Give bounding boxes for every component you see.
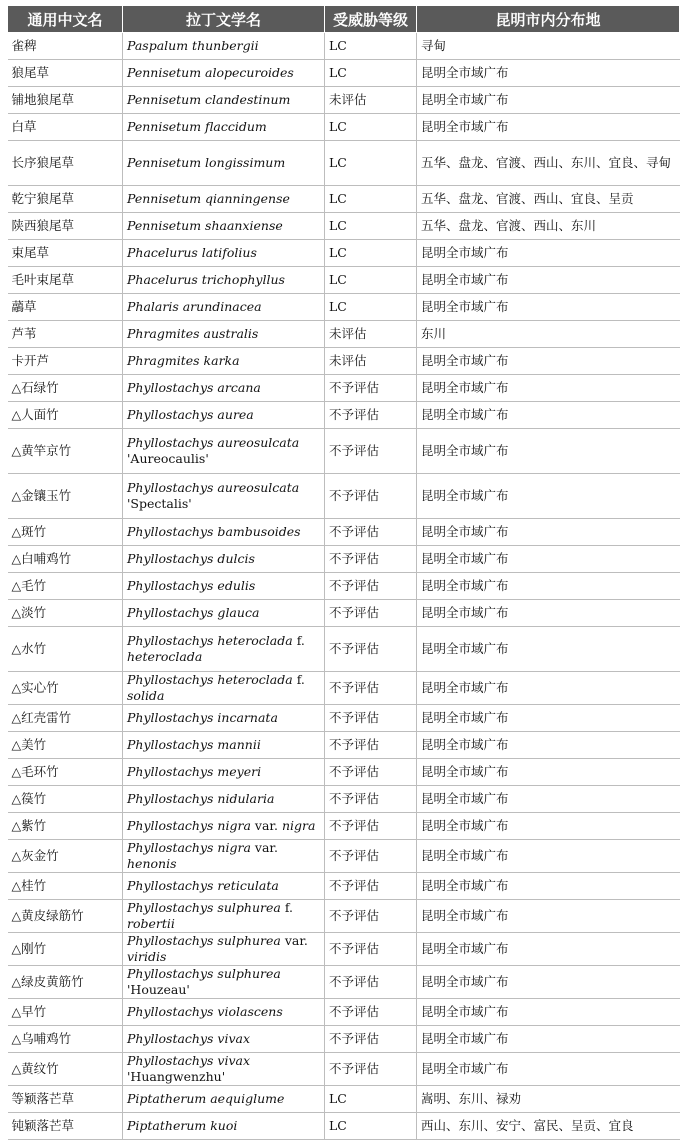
cell-distribution: 东川: [417, 321, 680, 348]
cell-latin-name: [123, 348, 325, 375]
cell-distribution: 昆明全市域广布: [417, 429, 680, 474]
latin-binomial: Pennisetum qianningense: [127, 191, 290, 206]
cell-distribution: 昆明全市域广布: [417, 672, 680, 705]
latin-binomial: Phragmites karka: [127, 353, 240, 368]
cell-chinese-name: 陕西狼尾草: [8, 213, 123, 240]
latin-rank-or-cultivar: var.: [284, 933, 308, 948]
table-header-row: [8, 6, 680, 33]
cell-threat-level: 不予评估: [325, 933, 417, 966]
cell-chinese-name: △石绿竹: [8, 375, 123, 402]
cell-latin-name: [123, 267, 325, 294]
latin-binomial: Phyllostachys sulphurea: [127, 933, 281, 948]
cell-threat-level: 不予评估: [325, 705, 417, 732]
cell-chinese-name: 钝颖落芒草: [8, 1113, 123, 1140]
cell-latin-name: [123, 1053, 325, 1086]
latin-binomial: Phalaris arundinacea: [127, 299, 262, 314]
latin-binomial: Phyllostachys aureosulcata: [127, 435, 300, 450]
cell-chinese-name: △毛竹: [8, 573, 123, 600]
latin-binomial: Phyllostachys mannii: [127, 737, 261, 752]
latin-rank-or-cultivar: f.: [296, 672, 305, 687]
latin-rank-or-cultivar: 'Aureocaulis': [127, 451, 209, 466]
cell-chinese-name: △绿皮黄筋竹: [8, 966, 123, 999]
cell-latin-name: [123, 672, 325, 705]
table-row: [8, 732, 680, 759]
cell-latin-name: [123, 240, 325, 267]
cell-distribution: 昆明全市域广布: [417, 87, 680, 114]
cell-latin-name: [123, 873, 325, 900]
cell-threat-level: LC: [325, 60, 417, 87]
cell-threat-level: 不予评估: [325, 672, 417, 705]
table-row: [8, 627, 680, 672]
latin-infraspecific-epithet: heteroclada: [127, 649, 203, 664]
cell-chinese-name: △黄纹竹: [8, 1053, 123, 1086]
latin-binomial: Phyllostachys glauca: [127, 605, 260, 620]
cell-threat-level: LC: [325, 114, 417, 141]
header-chinese-name: 通用中文名: [8, 6, 123, 33]
cell-threat-level: 未评估: [325, 321, 417, 348]
cell-latin-name: [123, 999, 325, 1026]
cell-threat-level: 不予评估: [325, 999, 417, 1026]
table-row: [8, 840, 680, 873]
table-row: [8, 375, 680, 402]
cell-threat-level: 不予评估: [325, 600, 417, 627]
latin-infraspecific-epithet: robertii: [127, 916, 175, 931]
cell-latin-name: [123, 321, 325, 348]
cell-distribution: 昆明全市域广布: [417, 240, 680, 267]
cell-latin-name: [123, 114, 325, 141]
cell-distribution: 昆明全市域广布: [417, 60, 680, 87]
cell-chinese-name: 狼尾草: [8, 60, 123, 87]
cell-latin-name: [123, 840, 325, 873]
cell-latin-name: [123, 141, 325, 186]
latin-binomial: Phyllostachys nidularia: [127, 791, 275, 806]
cell-chinese-name: △水竹: [8, 627, 123, 672]
latin-binomial: Pennisetum shaanxiense: [127, 218, 283, 233]
latin-binomial: Phragmites australis: [127, 326, 259, 341]
table-row: [8, 402, 680, 429]
cell-threat-level: 不予评估: [325, 375, 417, 402]
cell-distribution: 五华、盘龙、官渡、西山、东川、宜良、寻甸: [417, 141, 680, 186]
table-row: [8, 213, 680, 240]
cell-latin-name: [123, 33, 325, 60]
cell-latin-name: [123, 402, 325, 429]
cell-distribution: 昆明全市域广布: [417, 705, 680, 732]
latin-binomial: Phyllostachys sulphurea: [127, 900, 281, 915]
table-row: [8, 546, 680, 573]
cell-threat-level: 不予评估: [325, 813, 417, 840]
cell-chinese-name: 铺地狼尾草: [8, 87, 123, 114]
cell-distribution: 昆明全市域广布: [417, 348, 680, 375]
cell-chinese-name: 芦苇: [8, 321, 123, 348]
cell-threat-level: LC: [325, 267, 417, 294]
cell-chinese-name: 白草: [8, 114, 123, 141]
latin-binomial: Phyllostachys vivax: [127, 1053, 251, 1068]
table-row: [8, 759, 680, 786]
table-row: [8, 114, 680, 141]
cell-chinese-name: 束尾草: [8, 240, 123, 267]
cell-threat-level: LC: [325, 294, 417, 321]
latin-binomial: Phyllostachys heteroclada: [127, 633, 293, 648]
cell-distribution: 西山、东川、安宁、富民、呈贡、宜良: [417, 1113, 680, 1140]
cell-distribution: 昆明全市域广布: [417, 966, 680, 999]
latin-rank-or-cultivar: var.: [254, 818, 278, 833]
cell-latin-name: [123, 573, 325, 600]
table-row: [8, 933, 680, 966]
cell-chinese-name: △美竹: [8, 732, 123, 759]
latin-binomial: Pennisetum clandestinum: [127, 92, 291, 107]
cell-latin-name: [123, 933, 325, 966]
latin-rank-or-cultivar: var.: [254, 840, 278, 855]
latin-rank-or-cultivar: 'Spectalis': [127, 496, 192, 511]
cell-chinese-name: △桂竹: [8, 873, 123, 900]
cell-chinese-name: △灰金竹: [8, 840, 123, 873]
table-row: [8, 1113, 680, 1140]
table-row: [8, 519, 680, 546]
latin-binomial: Pennisetum longissimum: [127, 155, 286, 170]
cell-distribution: 五华、盘龙、官渡、西山、东川: [417, 213, 680, 240]
cell-threat-level: LC: [325, 141, 417, 186]
cell-latin-name: [123, 627, 325, 672]
latin-binomial: Phyllostachys nigra: [127, 818, 251, 833]
table-row: [8, 240, 680, 267]
cell-chinese-name: △白哺鸡竹: [8, 546, 123, 573]
table-row: [8, 900, 680, 933]
cell-threat-level: 不予评估: [325, 966, 417, 999]
cell-threat-level: LC: [325, 1086, 417, 1113]
latin-rank-or-cultivar: 'Houzeau': [127, 982, 190, 997]
cell-threat-level: 不予评估: [325, 1026, 417, 1053]
cell-chinese-name: △毛环竹: [8, 759, 123, 786]
cell-threat-level: 不予评估: [325, 474, 417, 519]
cell-distribution: 昆明全市域广布: [417, 600, 680, 627]
cell-latin-name: [123, 294, 325, 321]
latin-binomial: Phyllostachys reticulata: [127, 878, 279, 893]
cell-latin-name: [123, 759, 325, 786]
cell-latin-name: [123, 786, 325, 813]
table-row: [8, 429, 680, 474]
cell-distribution: 昆明全市域广布: [417, 900, 680, 933]
table-row: [8, 474, 680, 519]
cell-threat-level: LC: [325, 213, 417, 240]
cell-distribution: 昆明全市域广布: [417, 114, 680, 141]
cell-threat-level: LC: [325, 240, 417, 267]
cell-distribution: 昆明全市域广布: [417, 474, 680, 519]
cell-threat-level: 不予评估: [325, 732, 417, 759]
cell-distribution: 昆明全市域广布: [417, 759, 680, 786]
cell-distribution: 昆明全市域广布: [417, 873, 680, 900]
latin-rank-or-cultivar: f.: [296, 633, 305, 648]
table-row: [8, 873, 680, 900]
cell-distribution: 寻甸: [417, 33, 680, 60]
table-row: [8, 1053, 680, 1086]
cell-threat-level: 不予评估: [325, 627, 417, 672]
latin-binomial: Phyllostachys meyeri: [127, 764, 262, 779]
cell-latin-name: [123, 705, 325, 732]
cell-chinese-name: △红壳雷竹: [8, 705, 123, 732]
latin-infraspecific-epithet: solida: [127, 688, 165, 703]
cell-latin-name: [123, 87, 325, 114]
cell-distribution: 昆明全市域广布: [417, 546, 680, 573]
cell-latin-name: [123, 600, 325, 627]
cell-chinese-name: △刚竹: [8, 933, 123, 966]
cell-chinese-name: △斑竹: [8, 519, 123, 546]
latin-binomial: Phacelurus trichophyllus: [127, 272, 285, 287]
cell-latin-name: [123, 474, 325, 519]
cell-chinese-name: 毛叶束尾草: [8, 267, 123, 294]
cell-latin-name: [123, 375, 325, 402]
table-row: [8, 321, 680, 348]
latin-binomial: Paspalum thunbergii: [127, 38, 259, 53]
latin-binomial: Phyllostachys dulcis: [127, 551, 255, 566]
latin-binomial: Phyllostachys arcana: [127, 380, 261, 395]
cell-latin-name: [123, 966, 325, 999]
table-row: [8, 294, 680, 321]
latin-binomial: Phyllostachys violascens: [127, 1004, 283, 1019]
table-row: [8, 141, 680, 186]
cell-distribution: 昆明全市域广布: [417, 519, 680, 546]
table-row: [8, 186, 680, 213]
cell-threat-level: 不予评估: [325, 1053, 417, 1086]
cell-threat-level: 不予评估: [325, 519, 417, 546]
cell-latin-name: [123, 1086, 325, 1113]
cell-threat-level: 不予评估: [325, 786, 417, 813]
table-row: [8, 705, 680, 732]
cell-distribution: 昆明全市域广布: [417, 267, 680, 294]
latin-infraspecific-epithet: viridis: [127, 949, 167, 964]
cell-latin-name: [123, 429, 325, 474]
cell-chinese-name: △乌哺鸡竹: [8, 1026, 123, 1053]
latin-binomial: Phyllostachys incarnata: [127, 710, 278, 725]
latin-binomial: Pennisetum alopecuroides: [127, 65, 294, 80]
cell-chinese-name: △黄竿京竹: [8, 429, 123, 474]
cell-chinese-name: △黄皮绿筋竹: [8, 900, 123, 933]
cell-latin-name: [123, 900, 325, 933]
cell-distribution: 昆明全市域广布: [417, 999, 680, 1026]
latin-binomial: Phacelurus latifolius: [127, 245, 257, 260]
cell-latin-name: [123, 213, 325, 240]
cell-threat-level: LC: [325, 33, 417, 60]
table-row: [8, 672, 680, 705]
cell-distribution: 昆明全市域广布: [417, 294, 680, 321]
cell-latin-name: [123, 1026, 325, 1053]
cell-latin-name: [123, 1113, 325, 1140]
header-latin-name: 拉丁文学名: [123, 6, 325, 33]
cell-chinese-name: △紫竹: [8, 813, 123, 840]
cell-threat-level: LC: [325, 1113, 417, 1140]
cell-chinese-name: 长序狼尾草: [8, 141, 123, 186]
latin-binomial: Phyllostachys nigra: [127, 840, 251, 855]
latin-infraspecific-epithet: nigra: [281, 818, 316, 833]
cell-chinese-name: △早竹: [8, 999, 123, 1026]
cell-distribution: 嵩明、东川、禄劝: [417, 1086, 680, 1113]
cell-chinese-name: △金镶玉竹: [8, 474, 123, 519]
table-row: [8, 600, 680, 627]
latin-binomial: Phyllostachys aureosulcata: [127, 480, 300, 495]
cell-latin-name: [123, 732, 325, 759]
cell-distribution: 昆明全市域广布: [417, 840, 680, 873]
cell-latin-name: [123, 519, 325, 546]
cell-latin-name: [123, 546, 325, 573]
latin-binomial: Phyllostachys heteroclada: [127, 672, 293, 687]
cell-threat-level: 未评估: [325, 348, 417, 375]
species-table: [7, 5, 680, 1140]
latin-binomial: Phyllostachys aurea: [127, 407, 254, 422]
cell-distribution: 昆明全市域广布: [417, 732, 680, 759]
cell-chinese-name: △实心竹: [8, 672, 123, 705]
header-threat-level: 受威胁等级: [325, 6, 417, 33]
cell-distribution: 昆明全市域广布: [417, 573, 680, 600]
cell-threat-level: 不予评估: [325, 759, 417, 786]
latin-binomial: Phyllostachys edulis: [127, 578, 256, 593]
cell-threat-level: 不予评估: [325, 873, 417, 900]
cell-chinese-name: 雀稗: [8, 33, 123, 60]
table-row: [8, 348, 680, 375]
cell-chinese-name: △篌竹: [8, 786, 123, 813]
cell-latin-name: [123, 60, 325, 87]
table-row: [8, 966, 680, 999]
cell-threat-level: 不予评估: [325, 840, 417, 873]
latin-binomial: Phyllostachys bambusoides: [127, 524, 301, 539]
cell-chinese-name: △人面竹: [8, 402, 123, 429]
cell-distribution: 昆明全市域广布: [417, 1053, 680, 1086]
cell-threat-level: 不予评估: [325, 573, 417, 600]
latin-binomial: Pennisetum flaccidum: [127, 119, 267, 134]
table-row: [8, 573, 680, 600]
cell-distribution: 昆明全市域广布: [417, 375, 680, 402]
table-row: [8, 1026, 680, 1053]
cell-chinese-name: 乾宁狼尾草: [8, 186, 123, 213]
cell-threat-level: 未评估: [325, 87, 417, 114]
latin-binomial: Piptatherum aequiglume: [127, 1091, 285, 1106]
cell-distribution: 五华、盘龙、官渡、西山、宜良、呈贡: [417, 186, 680, 213]
cell-threat-level: 不予评估: [325, 546, 417, 573]
cell-latin-name: [123, 813, 325, 840]
latin-binomial: Phyllostachys vivax: [127, 1031, 251, 1046]
table-body: [8, 33, 680, 1140]
cell-chinese-name: 等颖落芒草: [8, 1086, 123, 1113]
table-row: [8, 1086, 680, 1113]
cell-chinese-name: 卡开芦: [8, 348, 123, 375]
cell-threat-level: 不予评估: [325, 429, 417, 474]
table-row: [8, 267, 680, 294]
cell-chinese-name: △淡竹: [8, 600, 123, 627]
latin-binomial: Phyllostachys sulphurea: [127, 966, 281, 981]
cell-threat-level: 不予评估: [325, 402, 417, 429]
table-row: [8, 786, 680, 813]
latin-binomial: Piptatherum kuoi: [127, 1118, 238, 1133]
cell-distribution: 昆明全市域广布: [417, 786, 680, 813]
cell-distribution: 昆明全市域广布: [417, 402, 680, 429]
header-distribution: 昆明市内分布地: [417, 6, 680, 33]
table-row: [8, 813, 680, 840]
table-row: [8, 999, 680, 1026]
cell-threat-level: LC: [325, 186, 417, 213]
cell-latin-name: [123, 186, 325, 213]
cell-threat-level: 不予评估: [325, 900, 417, 933]
table-row: [8, 87, 680, 114]
latin-rank-or-cultivar: f.: [284, 900, 293, 915]
table-row: [8, 33, 680, 60]
latin-rank-or-cultivar: 'Huangwenzhu': [127, 1069, 226, 1084]
cell-distribution: 昆明全市域广布: [417, 1026, 680, 1053]
cell-distribution: 昆明全市域广布: [417, 813, 680, 840]
cell-chinese-name: 虉草: [8, 294, 123, 321]
table-row: [8, 60, 680, 87]
cell-distribution: 昆明全市域广布: [417, 933, 680, 966]
latin-infraspecific-epithet: henonis: [127, 856, 177, 871]
cell-distribution: 昆明全市域广布: [417, 627, 680, 672]
